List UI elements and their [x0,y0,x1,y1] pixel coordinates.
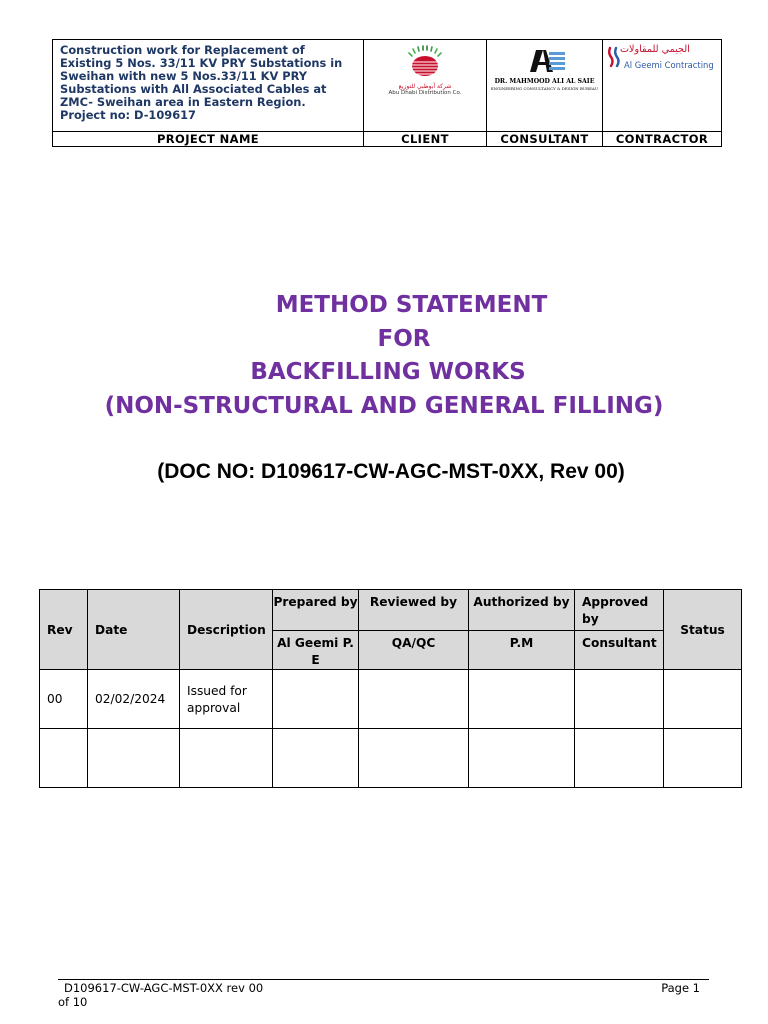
row-rev: 00 [40,670,88,729]
date-header: Date [88,590,180,670]
row-date: 02/02/2024 [88,670,180,729]
row-reviewed [359,670,469,729]
contractor-logo-english: Al Geemi Contracting [624,60,714,70]
row-status [664,729,742,788]
consultant-logo-name: DR. MAHMOOD ALI AL SAIE [494,78,595,85]
rev-header: Rev [40,590,88,670]
project-description: Construction work for Replacement of Existing 5 Nos. 33/11 KV PRY Substations in Sweihan with new 5 Nos.33/11 KV PRY Substations with All Associated Cables at ZMC- Sweihan area in Eastern Region. [60,43,343,109]
prepared-by-subheader: Al Geemi P. E [273,631,359,670]
description-header: Description [180,590,273,670]
project-number: Project no: D-109617 [60,107,196,122]
title-line-3: BACKFILLING WORKS [250,359,526,386]
adwea-emblem-icon [406,44,444,78]
row-reviewed [359,729,469,788]
row-approved [575,729,664,788]
contractor-logo-cell [603,40,722,132]
client-logo-arabic: شركة أبوظبي للتوزيع [398,83,452,90]
row-description [180,729,273,788]
row-authorized [469,670,575,729]
footer-doc-ref: D109617-CW-AGC-MST-0XX rev 00 [64,981,264,995]
header-table [52,39,722,147]
title-line-2: FOR [377,325,431,352]
row-authorized [469,729,575,788]
status-header: Status [664,590,742,670]
consultant-logo-cell [487,40,603,132]
footer-divider [58,979,709,980]
row-date [88,729,180,788]
client-logo-cell [364,40,487,132]
client-logo [364,44,486,97]
consultant-logo-subtitle: ENGINEERING CONSULTANCY & DESIGN BUREAU [490,86,599,91]
reviewed-by-subheader: QA/QC [359,631,469,670]
row-status [664,670,742,729]
approved-by-subheader: Consultant [575,631,664,670]
title-line-4: (NON-STRUCTURAL AND GENERAL FILLING) [104,392,664,419]
project-name-cell [53,40,364,132]
row-rev [40,729,88,788]
row-approved [575,670,664,729]
client-label: CLIENT [364,132,487,147]
title-line-1: METHOD STATEMENT [275,292,548,318]
table-row [40,729,742,788]
prepared-by-header: Prepared by [273,590,359,631]
revision-table [39,589,742,788]
footer-page-number: Page 1 [661,981,700,995]
al-geemi-emblem-icon [607,46,621,68]
reviewed-by-header: Reviewed by [359,590,469,631]
authorized-by-header: Authorized by [469,590,575,631]
row-prepared [273,729,359,788]
authorized-by-subheader: P.M [469,631,575,670]
row-prepared [273,670,359,729]
consultant-logo [487,48,602,92]
footer-doc-reference [58,981,288,1009]
document-title [0,289,768,423]
client-logo-english: Abu Dhabi Distribution Co. [388,90,462,96]
document-number: (DOC NO: D109617-CW-AGC-MST-0XX, Rev 00) [157,460,625,483]
row-description: Issued for approval [180,670,273,729]
project-name-label: PROJECT NAME [53,132,364,147]
contractor-label: CONTRACTOR [603,132,722,147]
footer-page-total: of 10 [58,995,88,1009]
approved-by-header: Approved by [575,590,664,631]
contractor-logo-arabic: الجيمي للمقاولات [620,44,690,55]
consultant-emblem-icon [522,48,568,74]
table-row [40,670,742,729]
consultant-label: CONSULTANT [487,132,603,147]
